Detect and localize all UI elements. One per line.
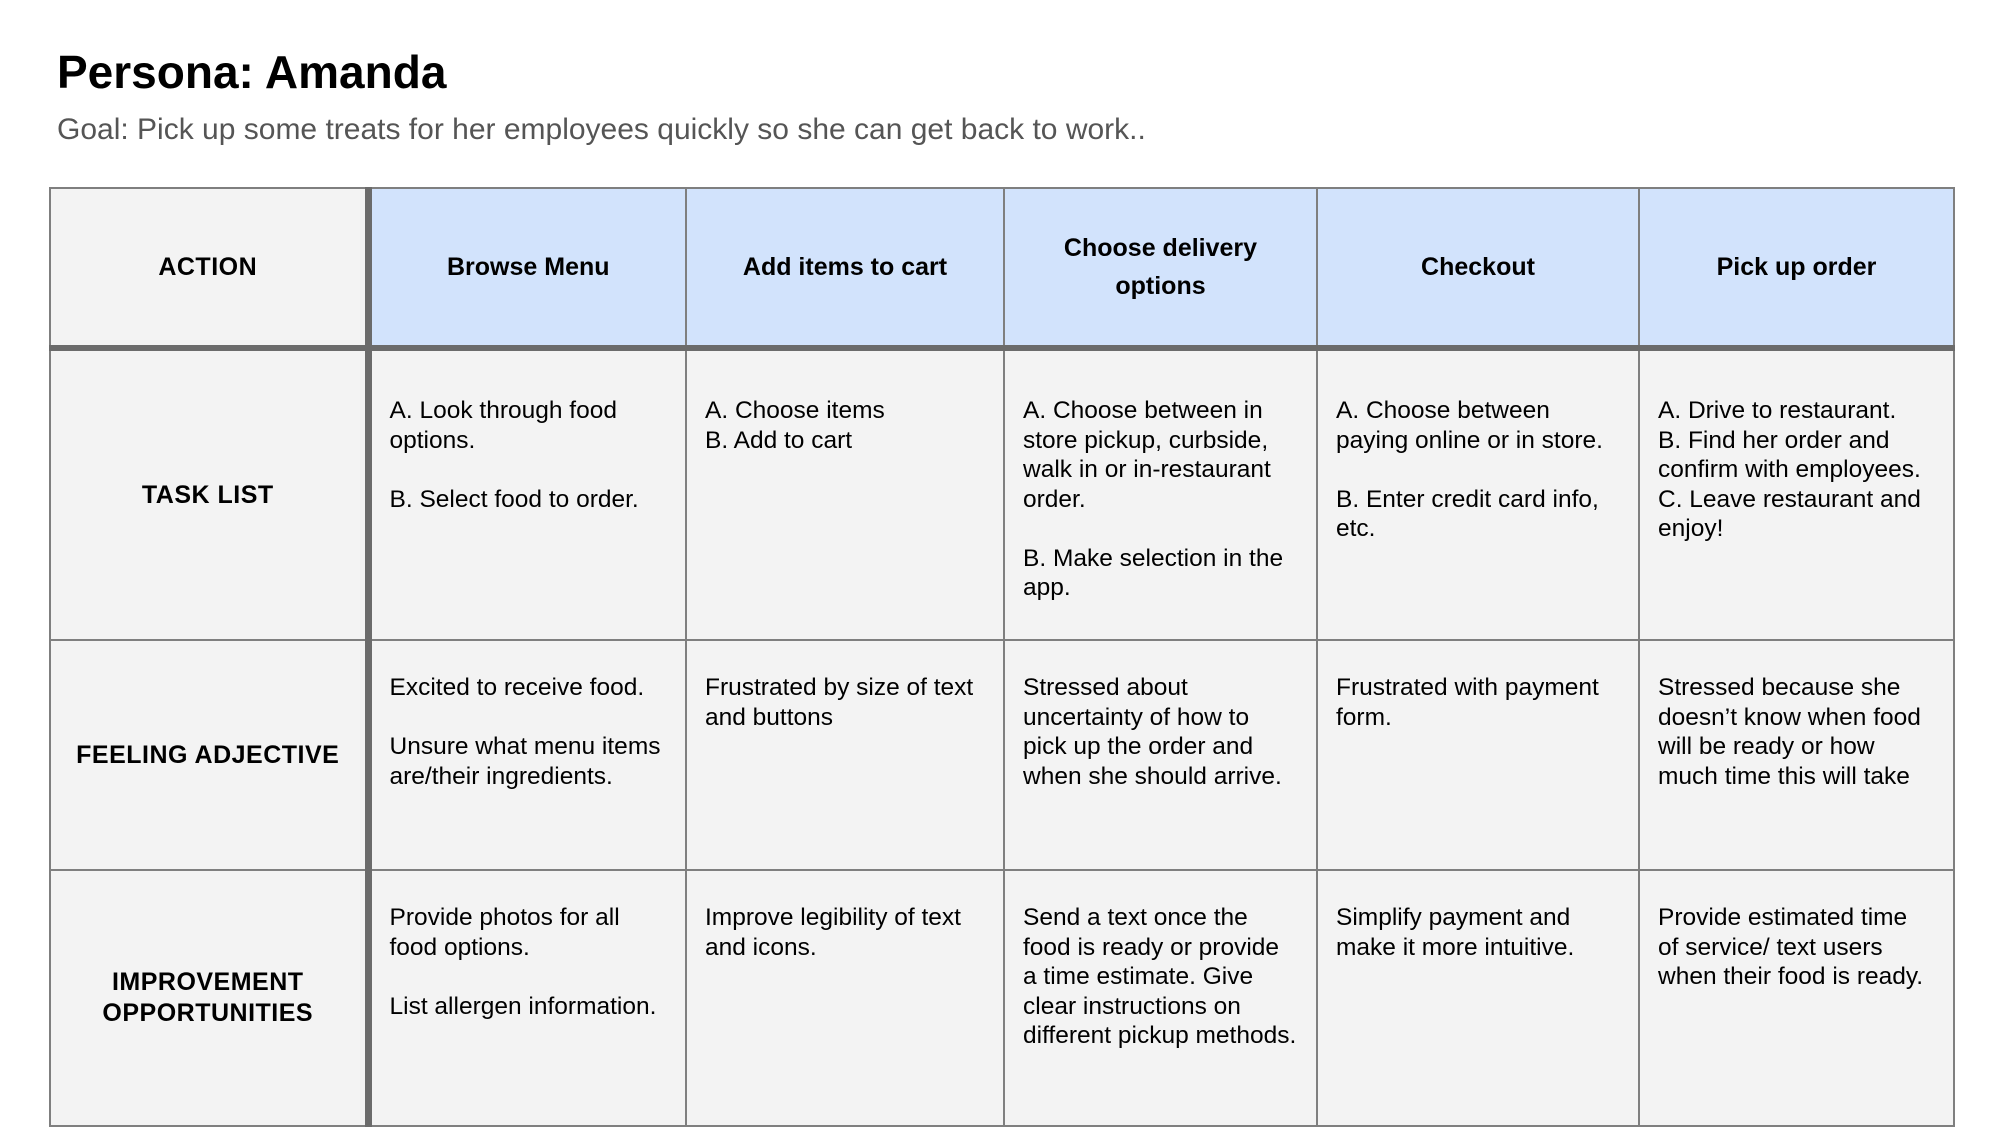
opportunity-text: Provide photos for all food options. List allergen information.	[389, 904, 657, 1020]
feeling-text: Stressed about uncertainty of how to pick up the order and when she should arrive.	[1023, 674, 1282, 790]
task-text: A. Look through food options. B. Select food to order.	[389, 397, 639, 513]
opportunity-cell-checkout	[1317, 870, 1639, 1126]
opportunity-text: Simplify payment and make it more intuitive.	[1336, 904, 1575, 961]
opportunity-text: Provide estimated time of service/ text users when their food is ready.	[1658, 904, 1924, 990]
stage-browse-menu: Browse Menu	[368, 188, 686, 348]
task-cell-add-items	[686, 348, 1004, 640]
task-cell-checkout	[1317, 348, 1639, 640]
stage-add-items-to-cart: Add items to cart	[686, 188, 1004, 348]
journey-map-table	[49, 187, 1955, 1127]
row-label-action: ACTION	[50, 188, 368, 348]
feeling-cell-pick-up-order	[1639, 640, 1954, 870]
row-label-task-list: TASK LIST	[50, 348, 368, 640]
opportunity-cell-pick-up-order	[1639, 870, 1954, 1126]
task-text: A. Choose between in store pickup, curbside, walk in or in-restaurant order. B. Make selection in the app.	[1023, 397, 1284, 601]
feeling-text: Frustrated by size of text and buttons	[705, 674, 974, 731]
task-cell-pick-up-order	[1639, 348, 1954, 640]
opportunity-cell-delivery-options	[1004, 870, 1317, 1126]
feeling-cell-browse-menu	[368, 640, 686, 870]
feeling-text: Stressed because she doesn’t know when food will be ready or how much time this will take	[1658, 674, 1921, 790]
task-text: A. Choose items B. Add to cart	[705, 397, 885, 454]
feeling-cell-delivery-options	[1004, 640, 1317, 870]
stage-choose-delivery-options: Choose delivery options	[1004, 188, 1317, 348]
row-label-feeling: FEELING ADJECTIVE	[50, 640, 368, 870]
feeling-cell-checkout	[1317, 640, 1639, 870]
opportunity-text: Improve legibility of text and icons.	[705, 904, 961, 961]
feeling-cell-add-items	[686, 640, 1004, 870]
task-cell-browse-menu	[368, 348, 686, 640]
persona-goal: Goal: Pick up some treats for her employees quickly so she can get back to work..	[57, 113, 1146, 146]
feeling-row	[50, 640, 1954, 870]
feeling-text: Excited to receive food. Unsure what menu items are/their ingredients.	[389, 674, 661, 790]
row-label-improvement: IMPROVEMENT OPPORTUNITIES	[50, 870, 368, 1126]
opportunity-cell-browse-menu	[368, 870, 686, 1126]
action-row	[50, 188, 1954, 348]
feeling-text: Frustrated with payment form.	[1336, 674, 1599, 731]
stage-checkout: Checkout	[1317, 188, 1639, 348]
task-list-row	[50, 348, 1954, 640]
improvement-row	[50, 870, 1954, 1126]
task-text: A. Choose between paying online or in store. B. Enter credit card info, etc.	[1336, 397, 1603, 542]
stage-pick-up-order: Pick up order	[1639, 188, 1954, 348]
task-cell-delivery-options	[1004, 348, 1317, 640]
opportunity-text: Send a text once the food is ready or provide a time estimate. Give clear instructions on different pickup methods.	[1023, 904, 1297, 1049]
opportunity-cell-add-items	[686, 870, 1004, 1126]
task-text: A. Drive to restaurant. B. Find her order and confirm with employees. C. Leave restaurant and enjoy!	[1658, 397, 1921, 542]
page-title: Persona: Amanda	[57, 46, 447, 98]
